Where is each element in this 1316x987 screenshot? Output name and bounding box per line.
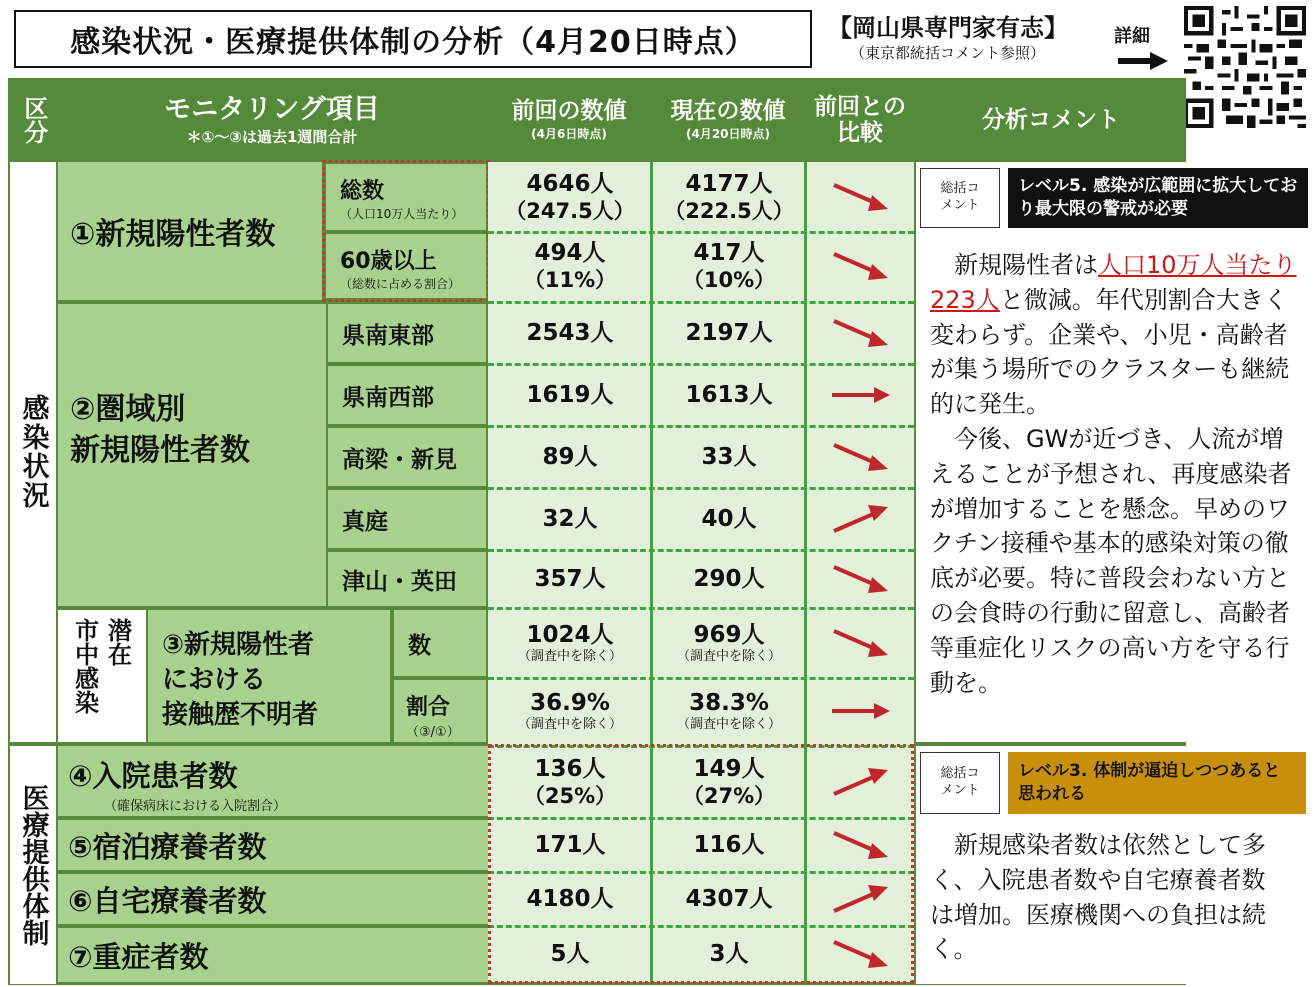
detail-label: 詳細 (1114, 26, 1150, 47)
section-infection (10, 162, 56, 742)
value-cell-curr (654, 680, 804, 742)
item-hotel-text: ⑤宿泊療養者数 (68, 829, 267, 864)
section-medical (10, 746, 56, 984)
trend-up-arrow-icon (828, 499, 892, 539)
item-unknown-line3: 接触歴不明者 (162, 700, 319, 731)
value-prev-main: 494人 (534, 239, 606, 266)
header-curr-text: 現在の数値 (670, 97, 786, 124)
header-section-text: 区分 (19, 96, 48, 144)
page-title: 感染状況・医療提供体制の分析（4月20日時点） (14, 10, 812, 68)
value-curr-main: 2197人 (685, 319, 773, 346)
value-curr-main: 33人 (701, 443, 757, 470)
arrow-right-icon (1118, 52, 1168, 70)
community-label-text: 市中感染 (70, 618, 99, 714)
value-prev-main: 36.9% (530, 689, 610, 716)
header-curr-date: (4月20日時点) (685, 127, 771, 142)
header-compare (806, 80, 914, 160)
value-note: （調査中を除く） (676, 649, 781, 665)
region-label-text: 県南東部 (342, 322, 434, 349)
trend-cell (808, 164, 912, 230)
item-unknown-count (394, 610, 486, 676)
value-prev-sub: （25%） (523, 784, 617, 809)
value-prev-sub: （247.5人） (505, 199, 635, 224)
value-prev-sub: （11%） (523, 268, 617, 293)
row-divider (488, 549, 914, 552)
value-cell-prev (490, 490, 650, 548)
item-unknown-line1: ③新規陽性者 (162, 630, 315, 660)
value-cell-curr (654, 164, 804, 230)
value-cell-prev (490, 610, 650, 676)
summary-label-text: 総括コメント (940, 181, 980, 213)
header-item-text: モニタリング項目 (164, 93, 380, 125)
level3-text: レベル3. 体制が逼迫しつつあると思われる (1018, 761, 1281, 804)
value-prev-main: 136人 (534, 755, 606, 782)
value-cell-prev (490, 680, 650, 742)
value-curr-sub: （10%） (682, 268, 776, 293)
region-label (328, 304, 486, 362)
value-cell-curr (654, 234, 804, 298)
value-curr-sub: （222.5人） (664, 199, 794, 224)
organization-label: 【岡山県専門家有志】 (828, 14, 1068, 42)
level5-badge (1008, 168, 1308, 228)
row-divider (488, 425, 914, 428)
item-hospital-text: ④入院患者数 (68, 759, 238, 793)
value-prev-main: 32人 (542, 505, 598, 532)
row-divider (488, 487, 914, 490)
item-total (326, 164, 486, 230)
medical-comment-text: 新規感染者数は依然として多く、入院患者数や自宅療養者数は増加。医療機関への負担は続く。 (930, 831, 1266, 964)
item-home-text: ⑥自宅療養者数 (68, 883, 267, 918)
trend-down-arrow-icon (828, 623, 892, 663)
item-severe (58, 928, 488, 982)
summary-label-text: 総括コメント (940, 766, 980, 798)
item-over60-text: 60歳以上 (340, 249, 437, 274)
item-unknown-contact (148, 610, 390, 742)
infection-comment-2: 今後、GWが近づき、人流が増えることが予想され、再度感染者が増加することを懸念。早めのワクチン接種や基本的感染対策の徹底が必要。特に普段会わない方との会食時の行動に留意し、高齢者等重症化リスクの高い方を守る行動を。 (930, 424, 1292, 697)
summary-label (920, 168, 1000, 228)
item-severe-text: ⑦重症者数 (68, 939, 209, 974)
region-label (328, 552, 486, 606)
region-label (328, 428, 486, 486)
infection-comment-pre: 新規陽性者は (954, 251, 1098, 279)
item-regional-line2: 新規陽性者数 (70, 432, 250, 468)
header-prev-text: 前回の数値 (511, 97, 627, 124)
summary-label (920, 752, 1000, 814)
item-regional (58, 304, 326, 606)
header-prev-date: (4月6日時点) (531, 127, 607, 142)
level5-text: レベル5. 感染が広範囲に拡大しており最大限の警戒が必要 (1018, 176, 1298, 219)
value-cell-prev (490, 234, 650, 298)
region-label (328, 490, 486, 548)
item-unknown-ratio (394, 680, 486, 742)
value-cell-curr (654, 552, 804, 606)
value-cell-prev (490, 304, 650, 362)
value-prev-main: 5人 (550, 940, 590, 967)
value-cell-prev (490, 366, 650, 424)
trend-down-arrow-icon (828, 177, 892, 217)
trend-down-arrow-icon (828, 313, 892, 353)
value-cell-prev (490, 428, 650, 486)
row-divider (488, 301, 914, 304)
infection-comment-post: と微減。年代別割合大きく変わらず。企業や、小児・高齢者が集う場所でのクラスターも継続的に発生。 (930, 285, 1290, 419)
trend-cell (808, 234, 912, 298)
value-prev-main: 4646人 (526, 170, 614, 197)
section-infection-text: 感染状況 (17, 394, 49, 510)
value-note: （調査中を除く） (676, 717, 781, 733)
item-unknown-line2: における (162, 665, 267, 696)
item-home (58, 874, 488, 924)
infection-comment-highlight: 人口10万人当たり223人 (930, 251, 1297, 314)
item-unknown-count-text: 数 (408, 632, 431, 659)
header-item-note: ＊①～③は過去1週間合計 (186, 127, 358, 146)
value-curr-main: 116人 (693, 831, 765, 858)
trend-cell (808, 490, 912, 548)
medical-comment (920, 828, 1290, 978)
trend-cell (808, 304, 912, 362)
trend-cell (808, 428, 912, 486)
region-label-text: 県南西部 (342, 384, 434, 411)
value-prev-main: 1024人 (526, 621, 614, 648)
item-hospital-note: （確保病床における入院割合） (104, 799, 287, 814)
item-ratio-text: 割合 (406, 695, 451, 720)
item-new-positive-text: ①新規陽性者数 (70, 217, 276, 252)
value-curr-sub: （27%） (682, 784, 776, 809)
row-divider (488, 607, 914, 610)
value-curr-main: 969人 (693, 621, 765, 648)
item-hotel (58, 820, 488, 870)
section-medical-text: 医療提供体制 (17, 784, 49, 946)
region-label-text: 津山・英田 (342, 568, 457, 595)
value-prev-main: 4180人 (526, 885, 614, 912)
trend-cell (808, 366, 912, 424)
value-cell-prev (490, 164, 650, 230)
value-curr-main: 290人 (693, 565, 765, 592)
item-total-note: （人口10万人当たり） (340, 207, 464, 221)
value-prev-main: 89人 (542, 443, 598, 470)
header-item (58, 80, 486, 160)
level3-badge (1008, 752, 1306, 814)
value-curr-main: 40人 (701, 505, 757, 532)
header-section (10, 80, 56, 160)
region-label-text: 真庭 (342, 508, 388, 535)
trend-cell (808, 680, 912, 742)
trend-cell (808, 552, 912, 606)
item-new-positive (58, 162, 322, 300)
infection-comment (920, 248, 1312, 738)
value-curr-main: 4177人 (685, 170, 773, 197)
row-divider (488, 363, 914, 366)
header-compare-text: 前回との比較 (814, 93, 906, 146)
value-curr-main: 1613人 (685, 381, 773, 408)
row-divider (488, 677, 914, 680)
item-hospital (58, 746, 488, 816)
value-prev-main: 1619人 (526, 381, 614, 408)
value-curr-main: 3人 (709, 940, 749, 967)
region-label (328, 366, 486, 424)
value-prev-main: 2543人 (526, 319, 614, 346)
trend-down-arrow-icon (828, 246, 892, 286)
value-cell-curr (654, 490, 804, 548)
row-divider (488, 231, 914, 234)
value-curr-main: 38.3% (689, 689, 769, 716)
value-note: （調査中を除く） (517, 649, 622, 665)
item-over60-note: （総数に占める割合） (340, 277, 461, 291)
hidden-label-text: 潜在 (103, 618, 132, 666)
value-cell-curr (654, 304, 804, 362)
trend-flat-arrow-icon (828, 375, 892, 415)
highlight-box-medical (488, 744, 914, 984)
trend-cell (808, 610, 912, 676)
header-comment-text: 分析コメント (982, 106, 1120, 133)
item-over60 (326, 234, 486, 298)
item-regional-line1: ②圏域別 (70, 392, 186, 427)
region-label-text: 高梁・新見 (342, 446, 457, 473)
value-curr-main: 4307人 (685, 885, 773, 912)
value-prev-main: 171人 (534, 831, 606, 858)
header-curr (652, 80, 804, 160)
item-ratio-note: （③/①） (406, 725, 460, 740)
value-cell-curr (654, 610, 804, 676)
qr-code-icon[interactable] (1184, 6, 1306, 128)
value-curr-main: 417人 (693, 239, 765, 266)
item-total-text: 総数 (340, 179, 385, 204)
hidden-community-label (58, 610, 146, 742)
trend-down-arrow-icon (828, 559, 892, 599)
trend-flat-arrow-icon (828, 691, 892, 731)
value-cell-prev (490, 552, 650, 606)
value-cell-curr (654, 428, 804, 486)
value-prev-main: 357人 (534, 565, 606, 592)
header-comment (916, 80, 1186, 160)
value-note: （調査中を除く） (517, 717, 622, 733)
header-prev (488, 80, 650, 160)
trend-down-arrow-icon (828, 437, 892, 477)
value-curr-main: 149人 (693, 755, 765, 782)
value-cell-curr (654, 366, 804, 424)
organization-note: （東京都統括コメント参照） (850, 44, 1046, 62)
